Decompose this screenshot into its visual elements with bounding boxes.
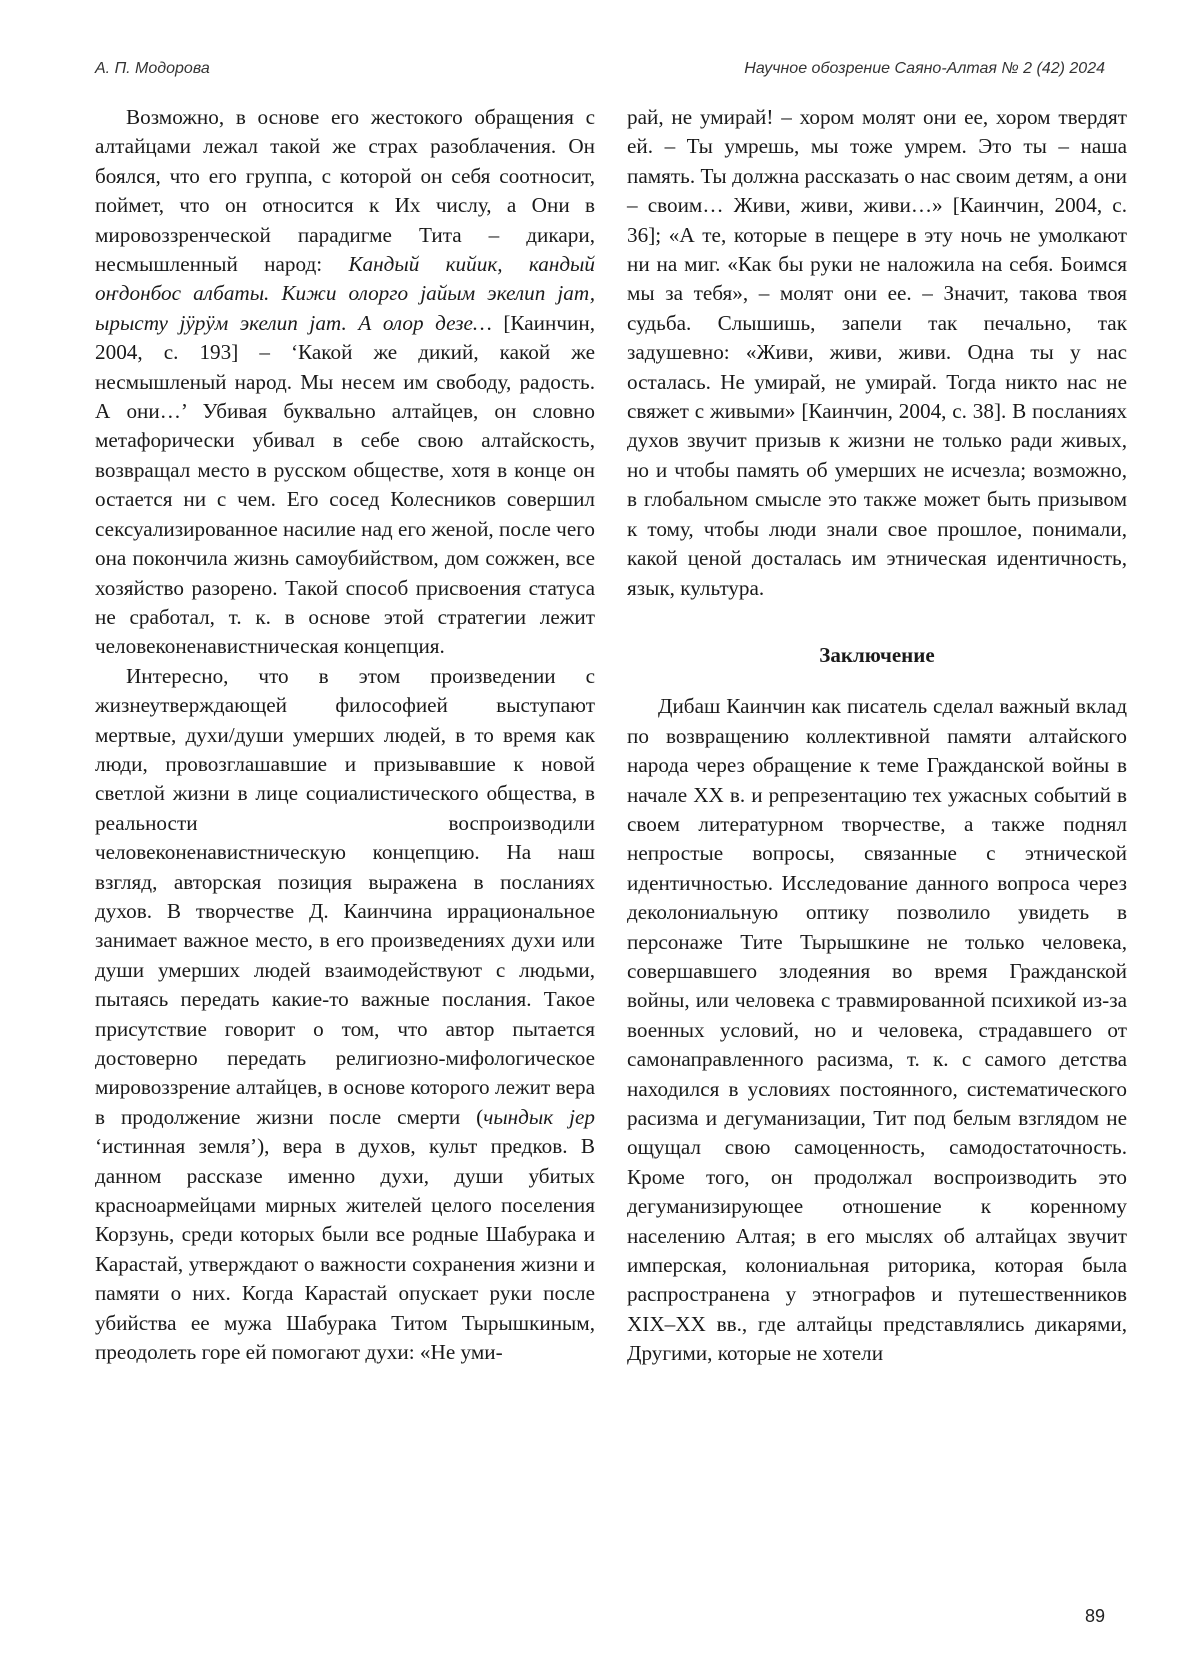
paragraph: рай, не умирай! – хором молят они ее, хором твердят ей. – Ты умрешь, мы тоже умрем. Это ты – наша память. Ты должна рассказать о нас своим детям, а они – своим… Живи, живи, живи…» [Каинчин, 2004, с. 36]; «А те, которые в пещере в эту ночь не умолкают ни на миг. «Как бы руки не наложила на себя. Боимся мы за тебя», – молят они ее. – Значит, такова твоя судьба. Слышишь, запели так печально, так задушевно: «Живи, живи, живи. Одна ты у нас осталась. Не умирай, не умирай. Тогда никто нас не свяжет с живыми» [Каинчин, 2004, с. 38]. В посланиях духов звучит призыв к жизни не только ради живых, но и чтобы память об умерших не исчезла; возможно, в глобальном смысле это также может быть призывом к тому, чтобы люди знали свое прошлое, понимали, какой ценой досталась им этническая идентичность, язык, культура.	[627, 105, 1127, 600]
paragraph-text: Интересно, что в этом произведении с жизнеутверждающей философией выступают мертвые, духи/души умерших людей, в то время как люди, провозглашавшие и призывавшие к новой светлой жизни в лице социалистического общества, в реальности воспроизводили человеконенавистническую концепцию. На наш взгляд, авторская позиция выражена в посланиях духов. В творчестве Д. Каинчина иррациональное занимает важное место, в его произведениях духи или души умерших людей взаимодействуют с людьми, пытаясь передать какие-то важные послания. Такое присутствие говорит о том, что автор пытается достоверно передать религиозно-мифологическое мировоззрение алтайцев, в основе которого лежит вера в продолжение жизни после смерти (	[95, 663, 595, 1129]
paragraph	[95, 103, 595, 662]
altai-quote: Кандый кийик, кандый оҥдонбос албаты. Кижи олорго јайым экелип јат, ырысту јӱрӱм экелип јат. А олор дезе…	[95, 252, 595, 335]
right-column	[627, 103, 1127, 1369]
header-journal-title: Научное обозрение Саяно-Алтая № 2 (42) 2024	[744, 60, 1105, 77]
left-column	[95, 103, 595, 1367]
section-heading-conclusion: Заключение	[819, 642, 935, 667]
paragraph-text: Возможно, в основе его жестокого обращения с алтайцами лежал такой же страх разоблачения. Он боялся, что его группа, с которой он себя соотносит, поймет, что он относится к Их числу, а Они в мировоззренческой парадигме Тита – дикари, несмышленный народ:	[95, 105, 595, 277]
running-header	[95, 60, 1105, 86]
paragraph-text: [Каинчин, 2004, с. 193] – ‘Какой же дикий, какой же несмышленый народ. Мы несем им свободу, радость. А они…’ Убивая буквально алтайцев, он словно метафорически убивал в себе свою алтайскость, возвращал место в русском обществе, хотя в конце он остается ни с чем. Его сосед Колесников совершил сексуализированное насилие над его женой, после чего она покончила жизнь самоубийством, дом сожжен, все хозяйство разорено. Такой способ присвоения статуса не сработал, т. к. в основе этой стратегии лежит человеконенавистническая концепция.	[95, 310, 595, 659]
page-number: 89	[1084, 1606, 1105, 1626]
header-author: А. П. Модорова	[95, 60, 210, 77]
paragraph-text: ‘истинная земля’), вера в духов, культ предков. В данном рассказе именно духи, души убитых красноармейцами мирных жителей целого поселения Корзунь, среди которых были все родные Шабурака и Карастай, утверждают о важности сохранения жизни и памяти о них. Когда Карастай опускает руки после убийства ее мужа Шабурака Титом Тырышкиным, преодолеть горе ей помогают духи: «Не уми-	[95, 1134, 595, 1365]
paragraph: Дибаш Каинчин как писатель сделал важный вклад по возвращению коллективной памяти алтайского народа через обращение к теме Гражданской войны в начале XX в. и репрезентацию тех ужасных событий в своем литературном творчестве, а также поднял непростые вопросы, связанные с этнической идентичностью. Исследование данного вопроса через деколониальную оптику позволило увидеть в персонаже Тите Тырышкине не только человека, совершавшего злодеяния во время Гражданской войны, или человека с травмированной психикой из-за военных условий, но и человека, страдавшего от самонаправленного расизма, т. к. с самого детства находился в условиях постоянного, систематического расизма и дегуманизации, Тит под белым взглядом не ощущал свою самоценность, самодостаточность. Кроме того, он продолжал воспроизводить это дегуманизирующее отношение к коренному населению Алтая; в его мыслях об алтайцах звучит имперская, колониальная риторика, которая была распространена у этнографов и путешественников XIX–XX вв., где алтайцы представлялись дикарями, Другими, которые не хотели	[627, 694, 1127, 1366]
altai-term: чындык јер	[483, 1104, 595, 1129]
paragraph	[95, 662, 595, 1368]
